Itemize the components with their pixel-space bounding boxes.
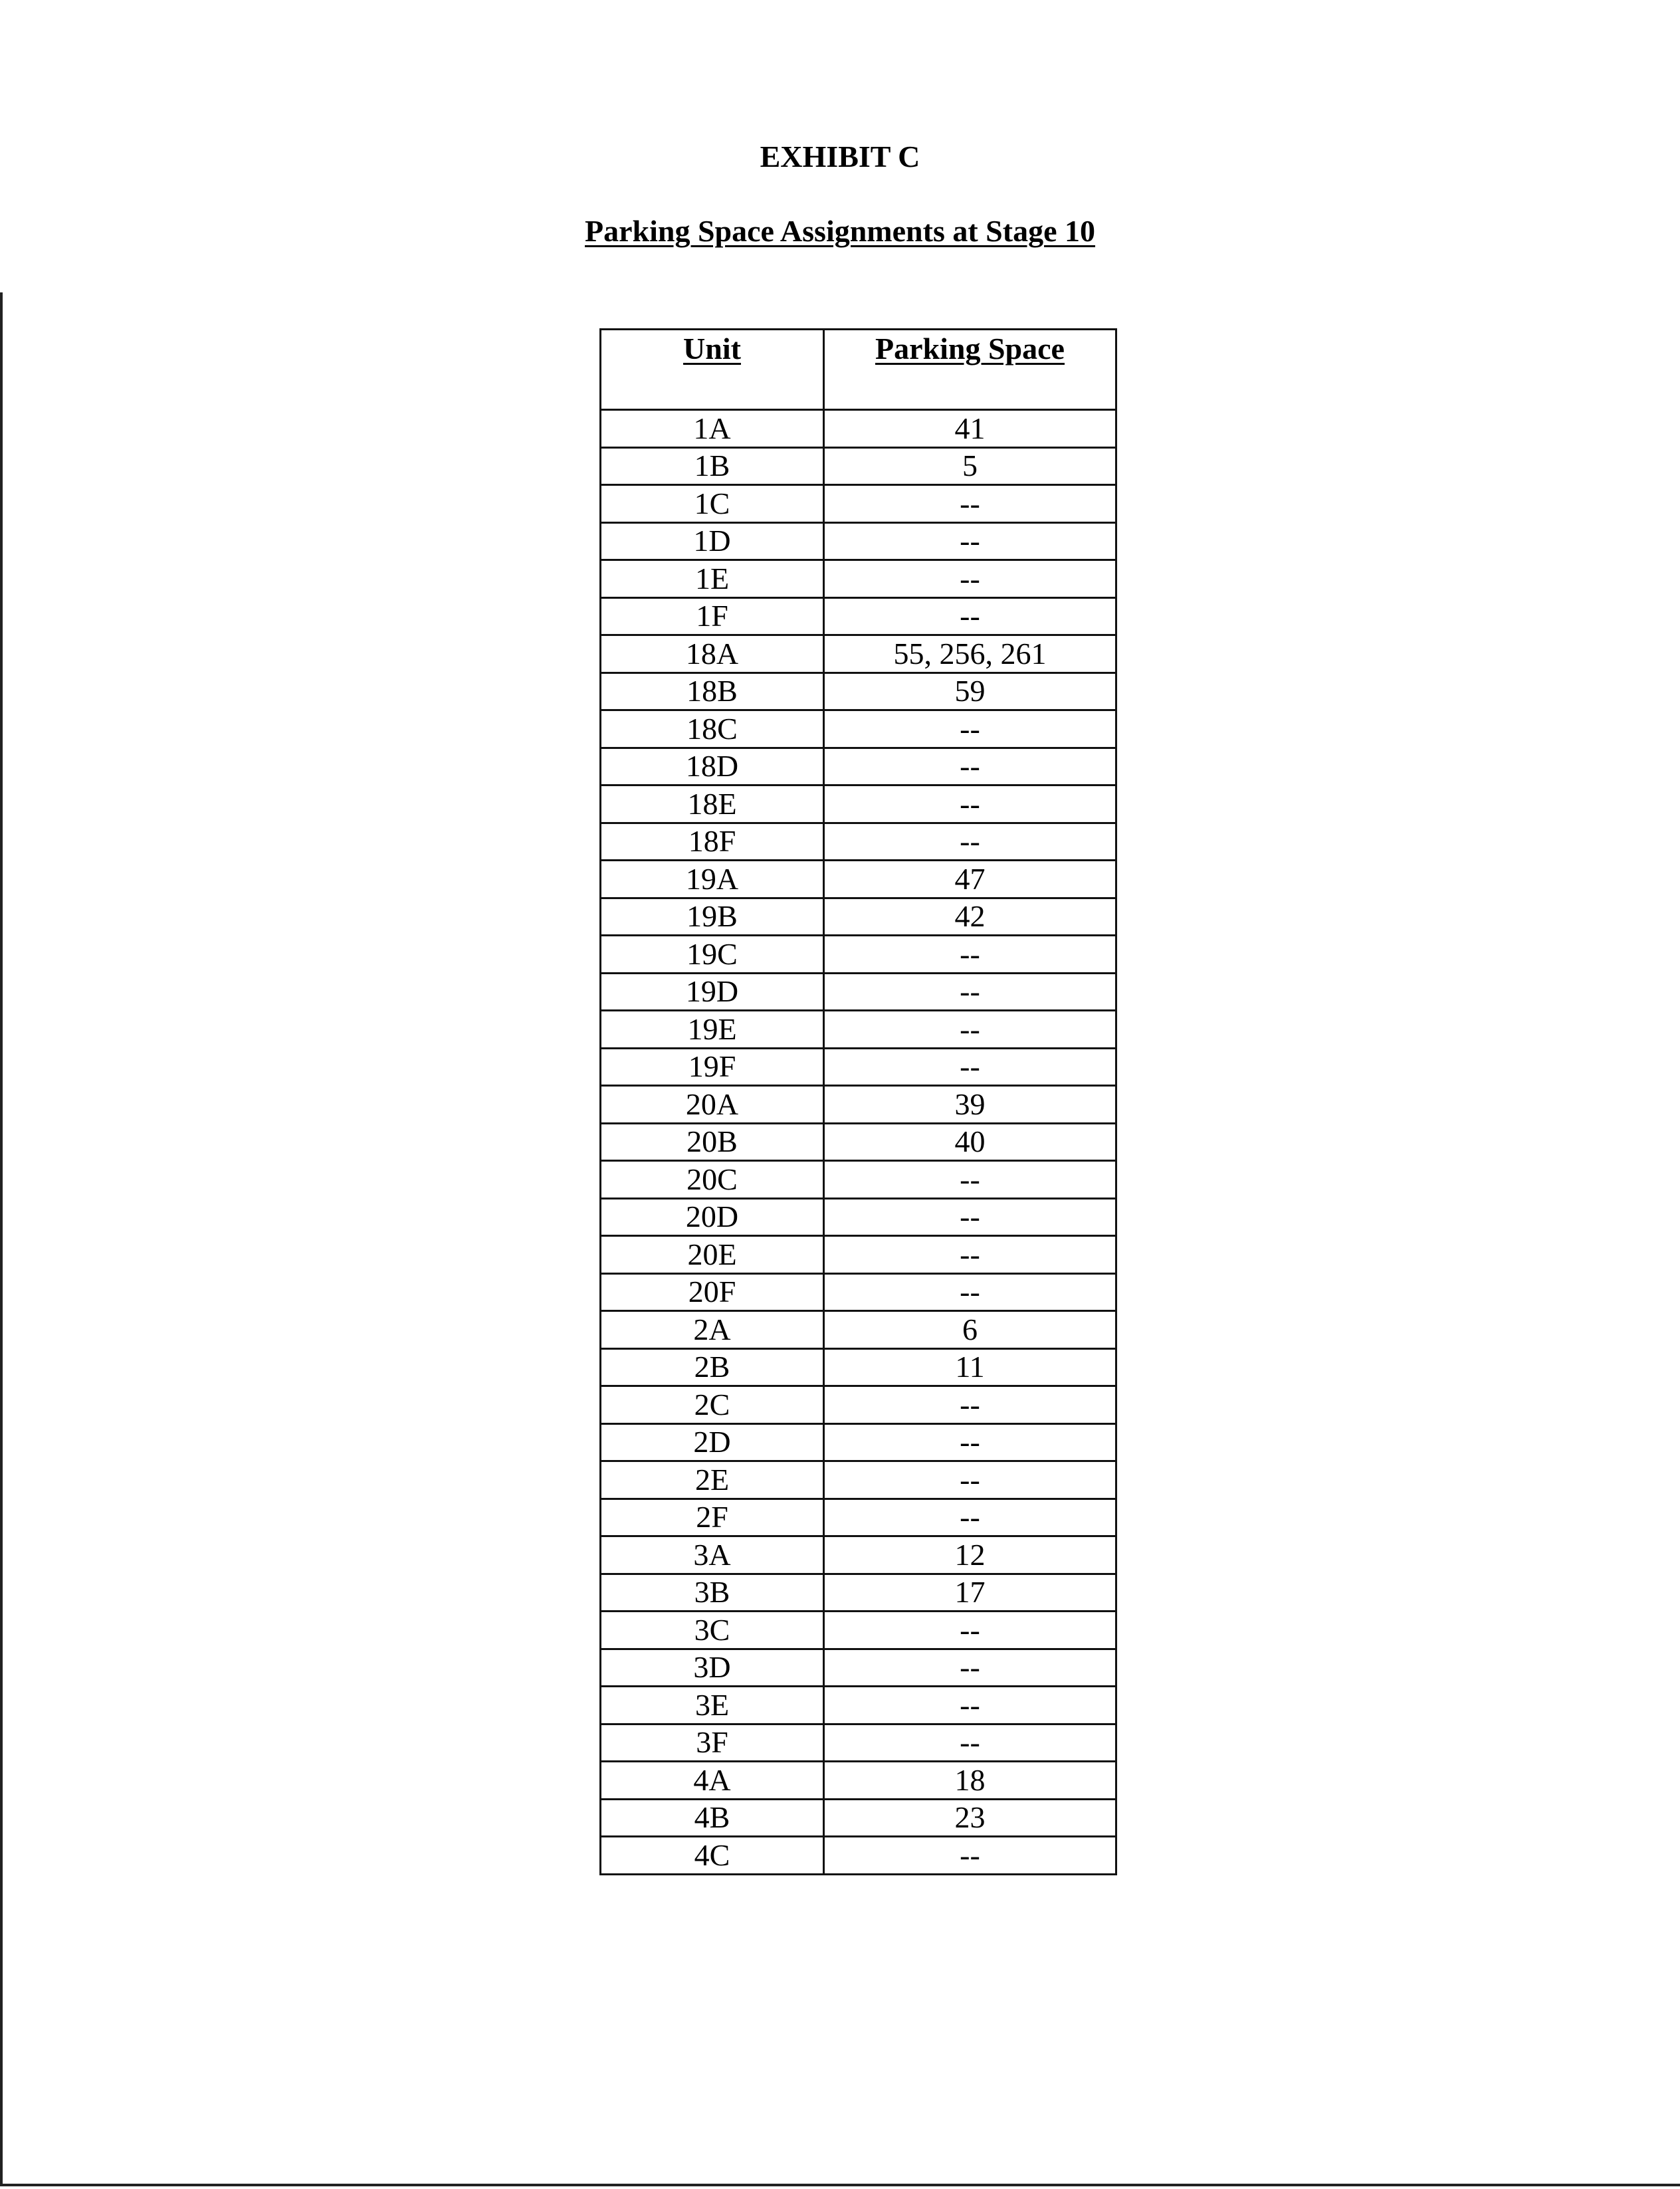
unit-cell: 4A [601,1762,824,1800]
table-row [601,1612,1116,1649]
page-subtitle: Parking Space Assignments at Stage 10 [585,214,1095,248]
unit-cell: 3E [601,1687,824,1724]
unit-cell: 4B [601,1799,824,1837]
unit-cell: 1B [601,447,824,485]
parking-space-cell: -- [824,1499,1116,1536]
table-row [601,522,1116,560]
table-row [601,560,1116,598]
parking-space-cell: -- [824,973,1116,1011]
parking-assignments-table [599,328,1117,1875]
table-row [601,748,1116,785]
table-row [601,1799,1116,1837]
table-row [601,973,1116,1011]
unit-cell: 19A [601,861,824,898]
table-row [601,1011,1116,1049]
table-row [601,410,1116,448]
parking-space-cell: 18 [824,1762,1116,1800]
table-header-row [601,330,1116,410]
table-row [601,1311,1116,1349]
table-row [601,1423,1116,1461]
table-row [601,1273,1116,1311]
unit-cell: 2E [601,1461,824,1499]
table-row [601,1236,1116,1274]
table-row [601,823,1116,861]
unit-cell: 3B [601,1574,824,1612]
unit-cell: 19B [601,898,824,936]
parking-space-cell: -- [824,1837,1116,1875]
parking-space-cell: 23 [824,1799,1116,1837]
parking-space-cell: -- [824,1461,1116,1499]
parking-space-cell: -- [824,1236,1116,1274]
unit-cell: 18E [601,785,824,823]
unit-cell: 1A [601,410,824,448]
column-header-unit: Unit [601,330,824,410]
unit-cell: 1F [601,597,824,635]
unit-cell: 18F [601,823,824,861]
parking-space-cell: -- [824,522,1116,560]
parking-space-cell: -- [824,1687,1116,1724]
parking-space-cell: -- [824,1649,1116,1687]
table-row [601,861,1116,898]
table-row [601,785,1116,823]
parking-space-cell: -- [824,1386,1116,1424]
unit-cell: 20C [601,1161,824,1199]
parking-space-cell: -- [824,823,1116,861]
table-row [601,1499,1116,1536]
parking-space-cell: -- [824,485,1116,523]
table-row [601,1386,1116,1424]
unit-cell: 3A [601,1536,824,1574]
parking-space-cell: -- [824,597,1116,635]
parking-space-cell: -- [824,1612,1116,1649]
unit-cell: 1D [601,522,824,560]
table-row [601,1198,1116,1236]
table-row [601,597,1116,635]
unit-cell: 20D [601,1198,824,1236]
parking-space-cell: -- [824,1161,1116,1199]
parking-space-cell: -- [824,1423,1116,1461]
parking-space-cell: -- [824,1048,1116,1086]
table-row [601,1649,1116,1687]
unit-cell: 3D [601,1649,824,1687]
table-row [601,1536,1116,1574]
table-row [601,898,1116,936]
unit-cell: 2F [601,1499,824,1536]
parking-space-cell: -- [824,1011,1116,1049]
parking-space-cell: 55, 256, 261 [824,635,1116,673]
unit-cell: 1E [601,560,824,598]
table-row [601,1687,1116,1724]
unit-cell: 2B [601,1348,824,1386]
parking-space-cell: -- [824,710,1116,748]
parking-space-cell: 39 [824,1086,1116,1124]
unit-cell: 2A [601,1311,824,1349]
parking-space-cell: 42 [824,898,1116,936]
unit-cell: 2C [601,1386,824,1424]
table-row [601,1837,1116,1875]
parking-space-cell: -- [824,936,1116,974]
unit-cell: 1C [601,485,824,523]
parking-space-cell: -- [824,785,1116,823]
scan-edge-left [0,292,3,2186]
table-row [601,673,1116,710]
unit-cell: 20E [601,1236,824,1274]
unit-cell: 18C [601,710,824,748]
unit-cell: 4C [601,1837,824,1875]
parking-space-cell: 6 [824,1311,1116,1349]
parking-space-cell: 41 [824,410,1116,448]
parking-space-cell: -- [824,1273,1116,1311]
table-row [601,1161,1116,1199]
page-title: EXHIBIT C [760,140,920,173]
unit-cell: 19E [601,1011,824,1049]
unit-cell: 3C [601,1612,824,1649]
parking-space-cell: -- [824,1724,1116,1762]
parking-space-cell: -- [824,560,1116,598]
parking-space-cell: 40 [824,1123,1116,1161]
unit-cell: 19F [601,1048,824,1086]
table-row [601,936,1116,974]
table-row [601,1123,1116,1161]
unit-cell: 20B [601,1123,824,1161]
table-row [601,1348,1116,1386]
table-row [601,710,1116,748]
unit-cell: 18A [601,635,824,673]
table-row [601,635,1116,673]
parking-space-cell: -- [824,1198,1116,1236]
parking-space-cell: 47 [824,861,1116,898]
unit-cell: 2D [601,1423,824,1461]
table-body [601,410,1116,1875]
parking-space-cell: 5 [824,447,1116,485]
unit-cell: 20F [601,1273,824,1311]
unit-cell: 18B [601,673,824,710]
table-row [601,1086,1116,1124]
parking-space-cell: 59 [824,673,1116,710]
table-row [601,1724,1116,1762]
parking-space-cell: -- [824,748,1116,785]
scan-edge-bottom [0,2184,1680,2186]
table-row [601,1762,1116,1800]
parking-space-cell: 12 [824,1536,1116,1574]
column-header-parking-space: Parking Space [824,330,1116,410]
table-row [601,1048,1116,1086]
table-row [601,485,1116,523]
unit-cell: 20A [601,1086,824,1124]
table-row [601,1461,1116,1499]
unit-cell: 18D [601,748,824,785]
table-row [601,1574,1116,1612]
unit-cell: 19C [601,936,824,974]
unit-cell: 19D [601,973,824,1011]
unit-cell: 3F [601,1724,824,1762]
parking-space-cell: 11 [824,1348,1116,1386]
parking-space-cell: 17 [824,1574,1116,1612]
table-row [601,447,1116,485]
